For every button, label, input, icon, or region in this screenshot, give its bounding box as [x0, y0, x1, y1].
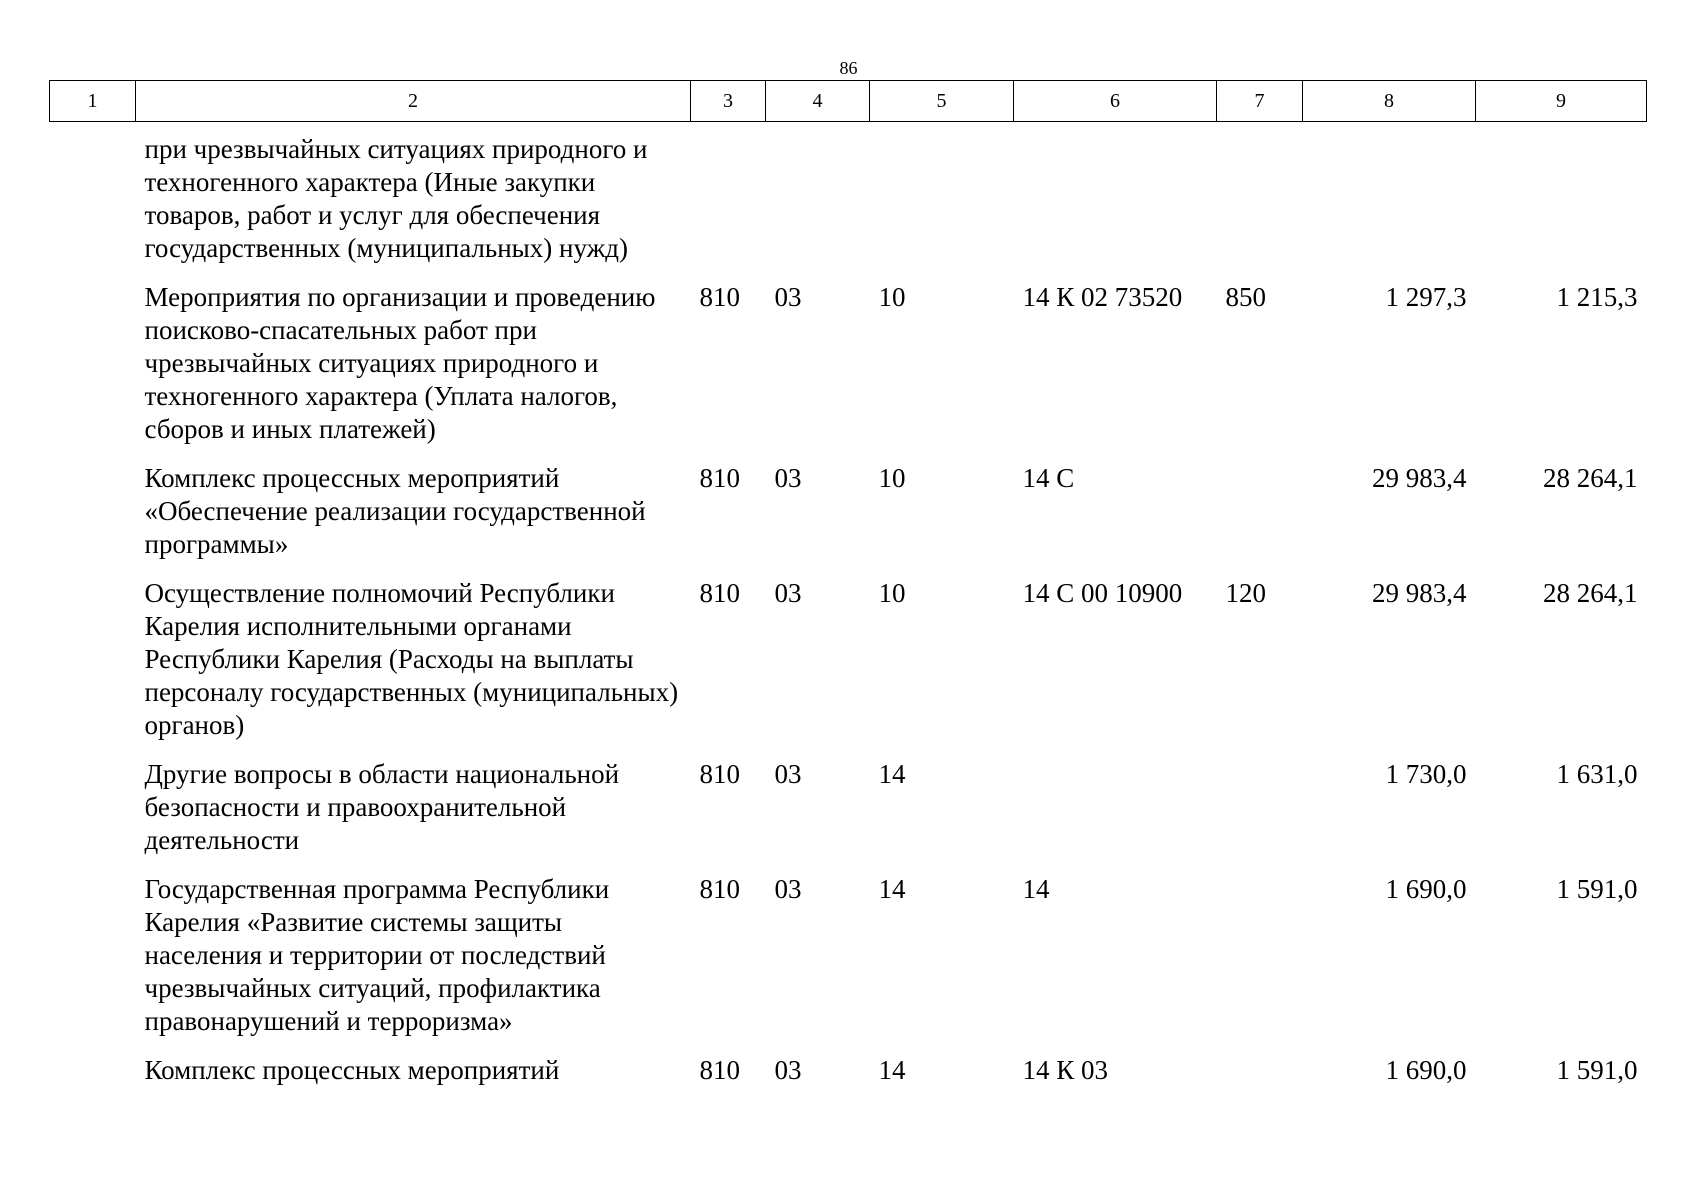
table-row: [50, 1054, 1647, 1103]
expense-type-cell: [1217, 462, 1303, 577]
ministry-code-cell: 810: [699, 1055, 740, 1085]
header-col-5: 5: [870, 81, 1014, 122]
table-row: [50, 758, 1647, 873]
expense-type-cell: [1217, 1054, 1303, 1103]
header-col-1: 1: [50, 81, 136, 122]
expense-type-cell: 120: [1225, 578, 1266, 608]
target-article-cell: 14: [1022, 874, 1050, 904]
page-number: 86: [839, 58, 858, 78]
section-cell: 03: [774, 463, 802, 493]
description-cell: при чрезвычайных ситуациях природного и техногенного характера (Иные закупки товаров, работ и услуг для обеспечения государственных (муниципальных) нужд): [144, 134, 648, 263]
col-1-cell: [50, 122, 136, 282]
description-cell: Государственная программа Республики Карелия «Развитие системы защиты населения и территории от последствий чрезвычайных ситуаций, профилактика правонарушений и терроризма»: [144, 874, 610, 1036]
expense-type-cell: [1217, 758, 1303, 873]
col-1-cell: [50, 1054, 136, 1103]
table-row: [50, 577, 1647, 758]
ministry-code-cell: 810: [699, 463, 740, 493]
target-article-cell: [1014, 122, 1217, 282]
target-article-cell: 14 К 03: [1022, 1055, 1109, 1085]
target-article-cell: 14 С 00 10900: [1022, 578, 1183, 608]
col-1-cell: [50, 577, 136, 758]
col-1-cell: [50, 758, 136, 873]
header-col-4: 4: [766, 81, 870, 122]
ministry-code-cell: 810: [699, 282, 740, 312]
subsection-cell: 14: [878, 759, 906, 789]
amount-2-cell: [1476, 122, 1647, 282]
ministry-code-cell: 810: [699, 759, 740, 789]
expense-type-cell: [1217, 873, 1303, 1054]
amount-2-cell: 28 264,1: [1543, 578, 1638, 608]
target-article-cell: 14 К 02 73520: [1022, 282, 1183, 312]
subsection-cell: 14: [878, 874, 906, 904]
ministry-code-cell: [691, 122, 766, 282]
section-cell: 03: [774, 578, 802, 608]
amount-2-cell: 1 591,0: [1556, 1055, 1638, 1085]
subsection-cell: 10: [878, 578, 906, 608]
header-row: [50, 81, 1647, 122]
ministry-code-cell: 810: [699, 874, 740, 904]
header-col-8: 8: [1303, 81, 1476, 122]
col-1-cell: [50, 873, 136, 1054]
amount-2-cell: 28 264,1: [1543, 463, 1638, 493]
target-article-cell: 14 С: [1022, 463, 1075, 493]
expense-type-cell: 850: [1225, 282, 1266, 312]
col-1-cell: [50, 281, 136, 462]
amount-1-cell: 1 297,3: [1385, 282, 1467, 312]
description-cell: Мероприятия по организации и проведению поисково-спасательных работ при чрезвычайных ситуациях природного и техногенного характера (Уплата налогов, сборов и иных платежей): [144, 282, 656, 444]
section-cell: 03: [774, 282, 802, 312]
section-cell: [766, 122, 870, 282]
description-cell: Другие вопросы в области национальной безопасности и правоохранительной деятельности: [144, 759, 620, 855]
table-row: [50, 281, 1647, 462]
table-row: [50, 462, 1647, 577]
subsection-cell: 14: [878, 1055, 906, 1085]
table-row: [50, 873, 1647, 1054]
amount-1-cell: 1 730,0: [1385, 759, 1467, 789]
header-col-6: 6: [1014, 81, 1217, 122]
amount-2-cell: 1 631,0: [1556, 759, 1638, 789]
amount-2-cell: 1 591,0: [1556, 874, 1638, 904]
header-col-3: 3: [691, 81, 766, 122]
target-article-cell: [1014, 758, 1217, 873]
description-cell: Комплекс процессных мероприятий: [144, 1055, 560, 1085]
section-cell: 03: [774, 874, 802, 904]
table-row: [50, 122, 1647, 282]
amount-1-cell: 1 690,0: [1385, 1055, 1467, 1085]
header-col-7: 7: [1217, 81, 1303, 122]
section-cell: 03: [774, 759, 802, 789]
amount-1-cell: 29 983,4: [1372, 463, 1467, 493]
amount-1-cell: 29 983,4: [1372, 578, 1467, 608]
section-cell: 03: [774, 1055, 802, 1085]
budget-table: [49, 80, 1647, 1103]
ministry-code-cell: 810: [699, 578, 740, 608]
subsection-cell: 10: [878, 282, 906, 312]
description-cell: Комплекс процессных мероприятий «Обеспечение реализации государственной программы»: [144, 463, 646, 559]
subsection-cell: 10: [878, 463, 906, 493]
expense-type-cell: [1217, 122, 1303, 282]
col-1-cell: [50, 462, 136, 577]
subsection-cell: [870, 122, 1014, 282]
header-col-9: 9: [1476, 81, 1647, 122]
amount-1-cell: [1303, 122, 1476, 282]
header-col-2: 2: [136, 81, 691, 122]
description-cell: Осуществление полномочий Республики Карелия исполнительными органами Республики Карелия (Расходы на выплаты персоналу государственных (муниципальных) органов): [144, 578, 679, 740]
amount-2-cell: 1 215,3: [1556, 282, 1638, 312]
amount-1-cell: 1 690,0: [1385, 874, 1467, 904]
